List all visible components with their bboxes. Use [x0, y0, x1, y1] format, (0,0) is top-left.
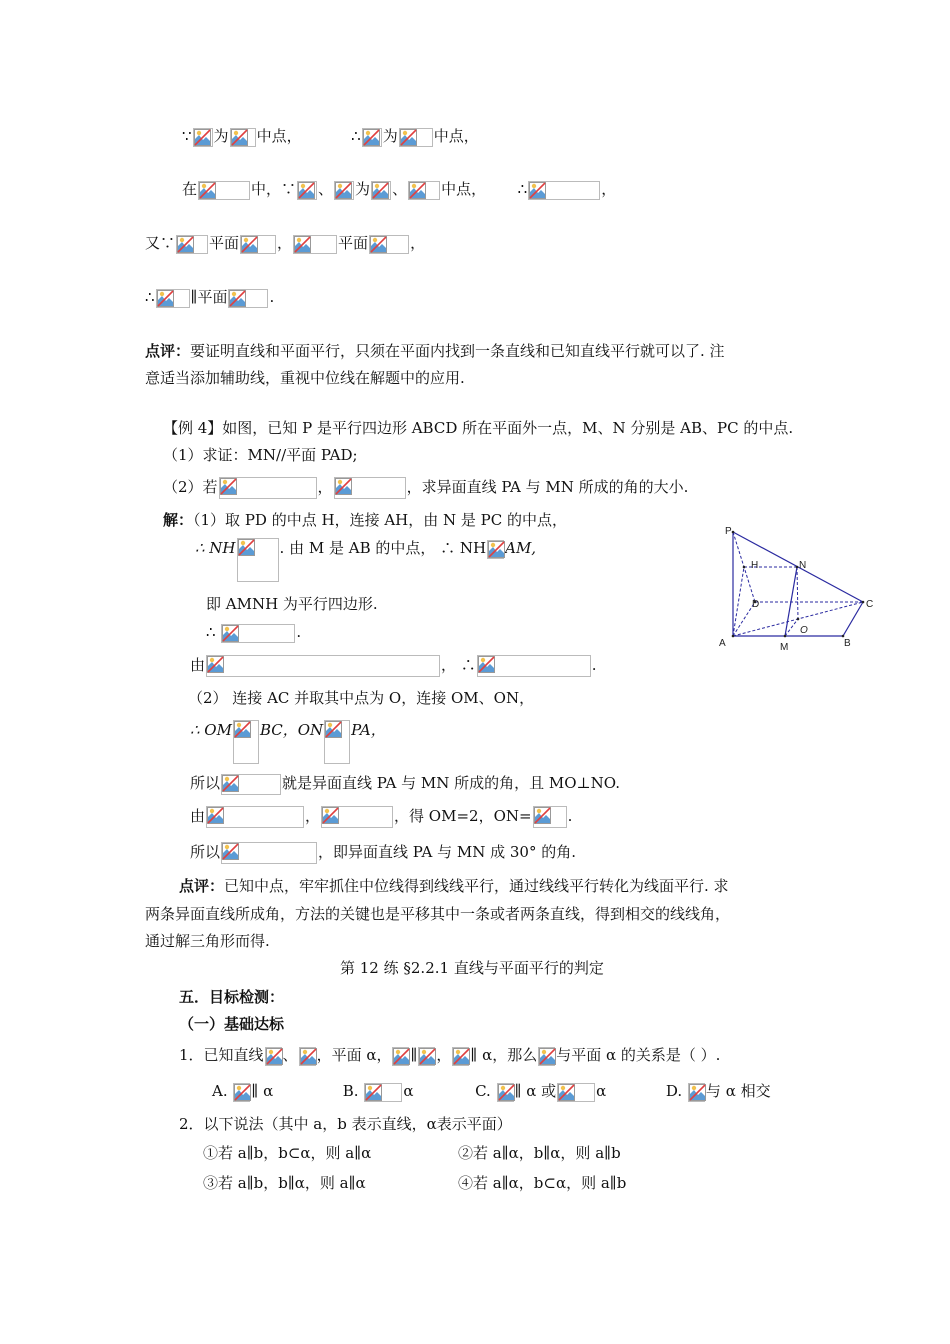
- broken-image-icon: [688, 1083, 705, 1102]
- comment-1-line-2: 意适当添加辅助线，重视中位线在解题中的应用.: [145, 369, 465, 387]
- question-2-statement-3: ③若 a∥b，b∥α，则 a∥α: [203, 1174, 366, 1192]
- broken-image-icon: [233, 720, 259, 764]
- question-1: 1．已知直线 、 ，平面 α， ∥ ， ∥ α，那么 与平面 α 的关系是（ ）.: [179, 1046, 721, 1064]
- broken-image-icon: [233, 1083, 250, 1102]
- label-B: B: [844, 638, 851, 649]
- broken-image-icon: [392, 1047, 409, 1066]
- section-5-heading: 五．目标检测：: [179, 988, 285, 1006]
- question-2-statement-4: ④若 a∥α，b⊂α，则 a∥b: [458, 1174, 627, 1192]
- question-2-statement-2: ②若 a∥α，b∥α，则 a∥b: [458, 1144, 621, 1162]
- broken-image-icon: [228, 289, 268, 308]
- comment-2-line-3: 通过解三角形而得.: [145, 932, 270, 950]
- broken-image-icon: [230, 128, 256, 147]
- broken-image-icon: [362, 128, 382, 147]
- solution-line-2: ∴ NH . 由 M 是 AB 的中点， ∴ NH AM,: [195, 538, 536, 582]
- broken-image-icon: [399, 128, 433, 147]
- broken-image-icon: [557, 1083, 595, 1102]
- section-5-1-heading: （一）基础达标: [179, 1015, 285, 1033]
- broken-image-icon: [497, 1083, 514, 1102]
- broken-image-icon: [221, 842, 317, 864]
- solution-line-1: 解：（1）取 PD 的中点 H，连接 AH，由 N 是 PC 的中点，: [163, 511, 568, 529]
- broken-image-icon: [528, 181, 600, 200]
- label-C: C: [866, 599, 874, 610]
- broken-image-icon: [487, 540, 504, 559]
- broken-image-icon: [240, 235, 276, 254]
- broken-image-icon: [538, 1047, 555, 1066]
- broken-image-icon: [206, 655, 440, 677]
- broken-image-icon: [265, 1047, 282, 1066]
- label-P: P: [725, 526, 732, 537]
- question-1-options: [212, 1081, 771, 1102]
- edge-BC: [843, 602, 863, 636]
- broken-image-icon: [418, 1047, 435, 1066]
- broken-image-icon: [299, 1047, 316, 1066]
- option-C[interactable]: C. ∥ α 或 α: [475, 1082, 607, 1100]
- broken-image-icon: [198, 181, 250, 200]
- broken-image-icon: [293, 235, 337, 254]
- broken-image-icon: [206, 806, 304, 828]
- label-A: A: [719, 638, 726, 649]
- label-D: D: [752, 599, 760, 610]
- comment-1-line-1: 点评：要证明直线和平面平行，只须在平面内找到一条直线和已知直线平行就可以了. 注: [145, 342, 725, 360]
- broken-image-icon: [371, 181, 391, 200]
- broken-image-icon: [297, 181, 317, 200]
- broken-image-icon: [176, 235, 208, 254]
- pyramid-figure: [715, 522, 880, 657]
- proof-line-3: 又∵ 平面 ， 平面 ，: [145, 234, 426, 252]
- broken-image-icon: [156, 289, 190, 308]
- segment-NO: [797, 567, 798, 619]
- broken-image-icon: [221, 624, 295, 643]
- broken-image-icon: [334, 181, 354, 200]
- broken-image-icon: [237, 538, 279, 582]
- solution-line-6: （2） 连接 AC 并取其中点为 O，连接 OM、ON，: [188, 689, 535, 707]
- label-O: O: [800, 625, 808, 636]
- broken-image-icon: [334, 477, 406, 499]
- exercise-title: 第 12 练 §2.2.1 直线与平面平行的判定: [340, 959, 604, 977]
- solution-line-10: 所以 ，即异面直线 PA 与 MN 成 30° 的角.: [190, 842, 576, 864]
- solution-line-8: 所以 就是异面直线 PA 与 MN 所成的角，且 MO⊥NO.: [190, 773, 620, 795]
- broken-image-icon: [408, 181, 440, 200]
- label-H: H: [751, 560, 759, 571]
- question-2: 2．以下说法（其中 a，b 表示直线，α表示平面）: [179, 1115, 512, 1133]
- solution-line-9: 由 ， ，得 OM=2，ON= .: [190, 806, 572, 828]
- broken-image-icon: [193, 128, 213, 147]
- solution-line-4: ∴ .: [206, 623, 302, 641]
- solution-line-3: 即 AMNH 为平行四边形.: [206, 595, 378, 613]
- proof-line-4: ∴ ∥平面 .: [145, 288, 275, 306]
- question-2-statement-1: ①若 a∥b，b⊂α，则 a∥α: [203, 1144, 372, 1162]
- comment-2-line-2: 两条异面直线所成角，方法的关键也是平移其中一条或者两条直线，得到相交的线线角，: [145, 905, 731, 923]
- broken-image-icon: [369, 235, 409, 254]
- broken-image-icon: [219, 477, 317, 499]
- broken-image-icon: [452, 1047, 469, 1066]
- solution-line-7: ∴ OM BC，ON PA，: [190, 720, 386, 764]
- broken-image-icon: [533, 806, 567, 828]
- option-A[interactable]: A. ∥ α: [212, 1082, 274, 1100]
- example-4-question-1: （1）求证：MN//平面 PAD;: [163, 446, 358, 464]
- example-4-heading: 【例 4】如图，已知 P 是平行四边形 ABCD 所在平面外一点，M、N 分别是 AB、PC 的中点.: [163, 419, 794, 437]
- broken-image-icon: [364, 1083, 402, 1102]
- broken-image-icon: [221, 774, 281, 795]
- label-N: N: [799, 560, 807, 571]
- solution-line-5: 由 ， ∴ .: [190, 655, 597, 677]
- option-D[interactable]: D. 与 α 相交: [665, 1082, 771, 1100]
- broken-image-icon: [324, 720, 350, 764]
- proof-line-1: ∵ 为 中点， ∴ 为 中点，: [182, 127, 479, 145]
- broken-image-icon: [321, 806, 393, 828]
- segment-AH: [733, 567, 744, 636]
- example-4-question-2: （2）若 ， ，求异面直线 PA 与 MN 所成的角的大小.: [163, 477, 688, 499]
- proof-line-2: 在 中，∵ 、 为 、 中点， ∴ ，: [182, 180, 617, 198]
- label-M: M: [780, 642, 789, 653]
- comment-2-line-1: 点评：已知中点，牢牢抓住中位线得到线线平行，通过线线平行转化为线面平行. 求: [179, 877, 729, 895]
- option-B[interactable]: B. α: [342, 1082, 414, 1100]
- broken-image-icon: [477, 655, 591, 677]
